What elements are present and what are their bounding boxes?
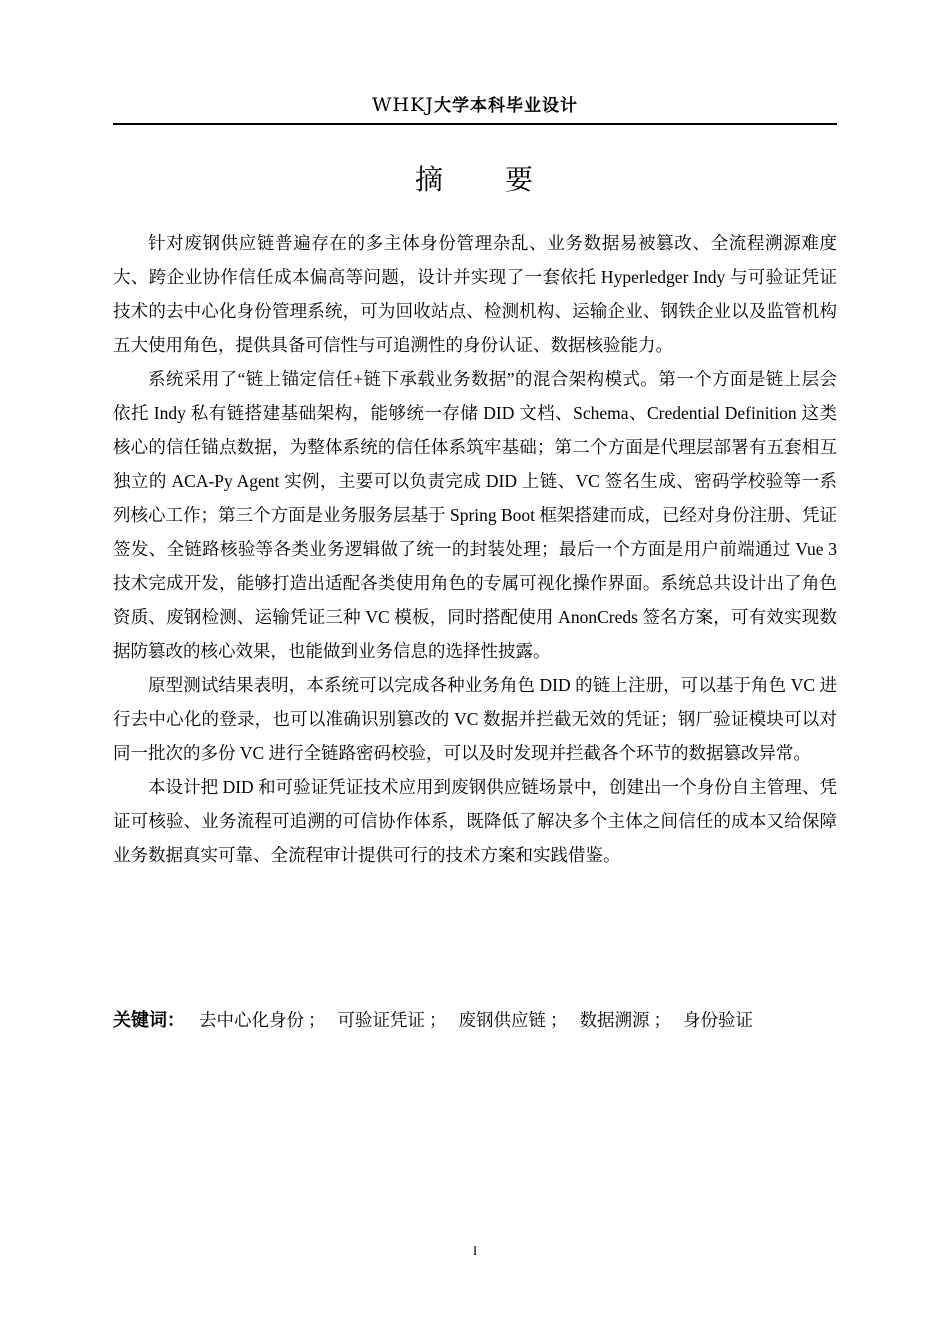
paragraph-3: 原型测试结果表明，本系统可以完成各种业务角色 DID 的链上注册，可以基于角色 VC 进行去中心化的登录，也可以准确识别篡改的 VC 数据并拦截无效的凭证；钢厂验证模块可以对同一批次的多份 VC 进行全链路密码校验，可以及时发现并拦截各个环节的数据篡改异常。: [113, 675, 837, 763]
header-title: 大学本科毕业设计: [433, 96, 578, 116]
keyword-item: 身份验证: [683, 1010, 753, 1030]
header-text: [372, 92, 578, 119]
keyword-item: 去中心化身份: [199, 1010, 304, 1030]
keywords-label: 关键词：: [113, 1010, 185, 1031]
paragraph-4: 本设计把 DID 和可验证凭证技术应用到废钢供应链场景中，创建出一个身份自主管理、凭证可核验、业务流程可追溯的可信协作体系，既降低了解决多个主体之间信任的成本又给保障业务数据真实可靠、全流程审计提供可行的技术方案和实践借鉴。: [113, 777, 837, 865]
keyword-item: 可验证凭证: [337, 1010, 425, 1030]
keyword-item: 数据溯源: [579, 1010, 650, 1030]
paragraph-2: 系统采用了“链上锚定信任+链下承载业务数据”的混合架构模式。第一个方面是链上层会依托 Indy 私有链搭建基础架构，能够统一存储 DID 文档、Schema、Credential Definition 这类核心的信任锚点数据，为整体系统的信任体系筑牢基础；第二个方面是代理层部署有五套相互独立的 ACA-Py Agent 实例，主要可以负责完成 DID 上链、VC 签名生成、密码学校验等一系列核心工作；第三个方面是业务服务层基于 Spring Boot 框架搭建而成，已经对身份注册、凭证签发、全链路核验等各类业务逻辑做了统一的封装处理；最后一个方面是用户前端通过 Vue 3 技术完成开发，能够打造出适配各类使用角色的专属可视化操作界面。系统总共设计出了角色资质、废钢检测、运输凭证三种 VC 模板，同时搭配使用 AnonCreds 签名方案，可有效实现数据防篡改的核心效果，也能做到业务信息的选择性披露。: [113, 369, 837, 661]
page-number: I: [472, 1243, 478, 1258]
page-header: [113, 92, 837, 125]
keyword-separator: ；: [308, 1010, 326, 1030]
title-char-2: 要: [505, 163, 536, 196]
keyword-separator: ；: [653, 1010, 671, 1030]
title-char-1: 摘: [414, 163, 445, 196]
abstract-body: [113, 226, 837, 872]
header-prefix: WHKJ: [372, 94, 434, 116]
keyword-separator: ；: [550, 1010, 568, 1030]
keyword-item: 废钢供应链: [458, 1010, 546, 1030]
abstract-title: [113, 160, 837, 200]
keyword-separator: ；: [429, 1010, 447, 1030]
keywords-line: [113, 1003, 837, 1038]
paragraph-1: 针对废钢供应链普遍存在的多主体身份管理杂乱、业务数据易被篡改、全流程溯源难度大、跨企业协作信任成本偏高等问题，设计并实现了一套依托 Hyperledger Indy 与可验证凭证技术的去中心化身份管理系统，可为回收站点、检测机构、运输企业、钢铁企业以及监管机构五大使用角色，提供具备可信性与可追溯性的身份认证、数据核验能力。: [113, 233, 837, 355]
